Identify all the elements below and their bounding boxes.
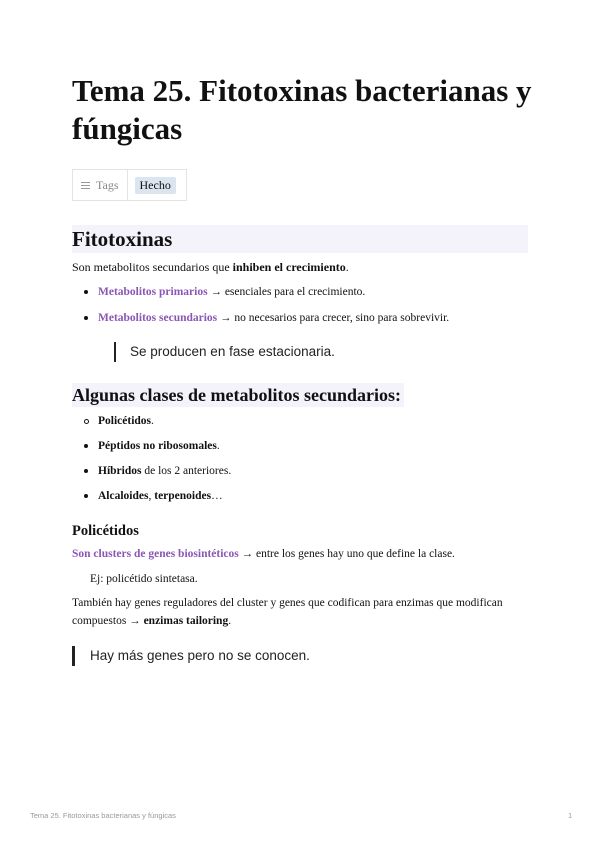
item-rest: de los 2 anteriores. — [141, 465, 232, 477]
intro-paragraph — [72, 258, 349, 276]
footer-page-number: 1 — [568, 811, 573, 820]
para-bold: enzimas tailoring — [143, 615, 229, 627]
list-item — [98, 284, 365, 300]
item-bold: Híbridos — [98, 465, 142, 477]
item-bold: Alcaloides — [98, 490, 149, 502]
list-item — [98, 463, 231, 479]
item-bold: Péptidos no ribosomales — [98, 440, 217, 452]
bullet-term: Metabolitos secundarios — [98, 312, 218, 324]
section-heading-clases: Algunas clases de metabolitos secundarios: — [72, 383, 404, 407]
clusters-line — [72, 545, 455, 563]
list-icon — [81, 182, 90, 189]
bullet-term: Metabolitos primarios — [98, 286, 208, 298]
tag-badge[interactable]: Hecho — [135, 177, 176, 194]
page-title: Tema 25. Fitotoxinas bacterianas y fúngicas — [72, 73, 532, 146]
intro-post: . — [345, 260, 349, 274]
item-rest: . — [151, 415, 154, 427]
section-heading-fitotoxinas: Fitotoxinas — [72, 225, 528, 253]
item-rest: … — [211, 490, 223, 502]
intro-pre: Son metabolitos secundarios que — [72, 260, 233, 274]
item-bold: Policétidos — [98, 415, 152, 427]
list-item — [98, 413, 154, 429]
list-item — [98, 438, 220, 454]
para-end: . — [228, 615, 232, 627]
item-rest: . — [216, 440, 220, 452]
tags-property — [73, 170, 128, 200]
clusters-rest: → entre los genes hay uno que define la clase. — [238, 548, 455, 560]
tags-label: Tags — [96, 177, 119, 192]
callout-quote: Hay más genes pero no se conocen. — [72, 646, 310, 666]
reguladores-paragraph — [72, 594, 532, 630]
footer-title: Tema 25. Fitotoxinas bacterianas y fúngicas — [30, 811, 176, 820]
list-item — [98, 488, 223, 504]
item-bold-2: terpenoides — [154, 490, 212, 502]
list-item — [98, 310, 449, 326]
bullet-rest: → esenciales para el crecimiento. — [207, 286, 366, 298]
callout-quote: Se producen en fase estacionaria. — [114, 342, 335, 362]
intro-bold: inhiben el crecimiento — [232, 260, 346, 274]
para-text: También hay genes reguladores del cluster y genes que codifican para enzimas que modifican compuestos → — [72, 597, 503, 627]
properties-table — [72, 169, 187, 201]
tags-value-cell[interactable] — [128, 170, 186, 200]
item-mid: , — [148, 490, 155, 502]
section-heading-policetidos: Policétidos — [72, 523, 139, 539]
clusters-term: Son clusters de genes biosintéticos — [72, 548, 239, 560]
bullet-rest: → no necesarios para crecer, sino para sobrevivir. — [217, 312, 450, 324]
example-line: Ej: policétido sintetasa. — [90, 573, 198, 585]
